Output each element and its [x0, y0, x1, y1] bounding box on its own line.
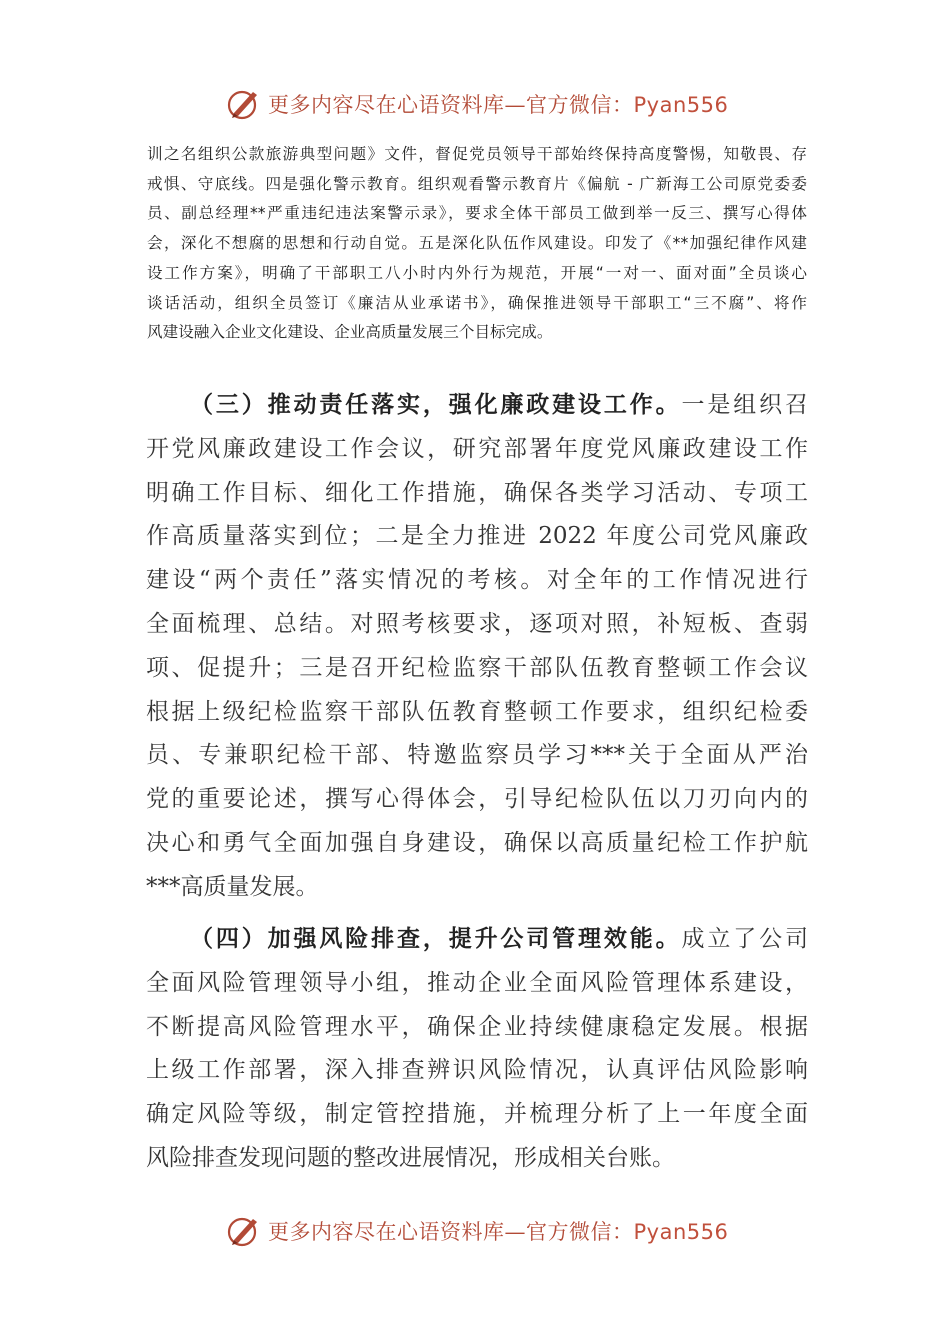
section-4-heading: （四）加强风险排查，提升公司管理效能。	[190, 926, 682, 952]
text-line: 设工作方案》，明确了干部职工八小时内外行为规范，开展“一对一、面对面”全员谈心	[147, 263, 807, 282]
text-line: ***高质量发展。	[146, 873, 319, 900]
text-line: 开党风廉政建设工作会议，研究部署年度党风廉政建设工作	[146, 435, 808, 462]
banner-text: 更多内容尽在心语资料库—官方微信：Pyan556	[268, 1220, 729, 1244]
text-line: 建设“两个责任”落实情况的考核。对全年的工作情况进行	[146, 567, 808, 594]
section-3-first-line: 一是组织召	[681, 392, 809, 418]
pen-logo-icon	[226, 1213, 262, 1249]
text-line: 谈话活动，组织全员签订《廉洁从业承诺书》，确保推进领导干部职工“三不腐”、将作	[147, 293, 807, 312]
pen-logo-icon	[226, 86, 262, 122]
text-line: 风建设融入企业文化建设、企业高质量发展三个目标完成。	[147, 323, 553, 342]
section-3-heading: （三）推动责任落实，强化廉政建设工作。	[190, 392, 682, 418]
text-line: 明确工作目标、细化工作措施，确保各类学习活动、专项工	[146, 479, 808, 506]
header-banner	[226, 84, 728, 124]
text-line: 员、副总经理**严重违纪违法案警示录》，要求全体干部员工做到举一反三、撰写心得体	[147, 204, 807, 223]
intro-paragraph	[147, 140, 807, 348]
text-line: 上级工作部署，深入排查辨识风险情况，认真评估风险影响	[146, 1057, 808, 1084]
text-line: 根据上级纪检监察干部队伍教育整顿工作要求，组织纪检委	[146, 698, 808, 725]
text-line: 戒惧、守底线。四是强化警示教育。组织观看警示教育片《偏航 - 广新海工公司原党委委	[147, 174, 807, 193]
text-line: 员、专兼职纪检干部、特邀监察员学习***关于全面从严治	[146, 742, 808, 769]
text-line	[146, 918, 808, 962]
text-line: 风险排查发现问题的整改进展情况，形成相关台账。	[146, 1144, 675, 1171]
text-line: 训之名组织公款旅游典型问题》文件，督促党员领导干部始终保持高度警惕，知敬畏、存	[147, 145, 807, 163]
text-line: 全面风险管理领导小组，推动企业全面风险管理体系建设，	[146, 969, 808, 996]
text-line: 作高质量落实到位；二是全力推进 2022 年度公司党风廉政	[146, 523, 808, 550]
text-line: 不断提高风险管理水平，确保企业持续健康稳定发展。根据	[146, 1013, 808, 1040]
footer-banner	[226, 1211, 728, 1251]
section-3-paragraph	[146, 384, 808, 910]
section-4-first-line: 成立了公司	[681, 926, 809, 952]
text-line: 决心和勇气全面加强自身建设，确保以高质量纪检工作护航	[146, 829, 808, 856]
section-4-paragraph	[146, 918, 808, 1181]
wechat-id: Pyan556	[633, 93, 729, 117]
text-line: 确定风险等级，制定管控措施，并梳理分析了上一年度全面	[146, 1101, 808, 1128]
wechat-id: Pyan556	[633, 1220, 729, 1244]
banner-text: 更多内容尽在心语资料库—官方微信：Pyan556	[268, 93, 729, 117]
text-line: 项、促提升；三是召开纪检监察干部队伍教育整顿工作会议	[146, 654, 808, 681]
text-line: 会，深化不想腐的思想和行动自觉。五是深化队伍作风建设。印发了《**加强纪律作风建	[147, 234, 807, 253]
text-line: 全面梳理、总结。对照考核要求，逐项对照，补短板、查弱	[146, 610, 808, 637]
text-line: 党的重要论述，撰写心得体会，引导纪检队伍以刀刃向内的	[146, 786, 808, 813]
text-line	[146, 384, 808, 428]
